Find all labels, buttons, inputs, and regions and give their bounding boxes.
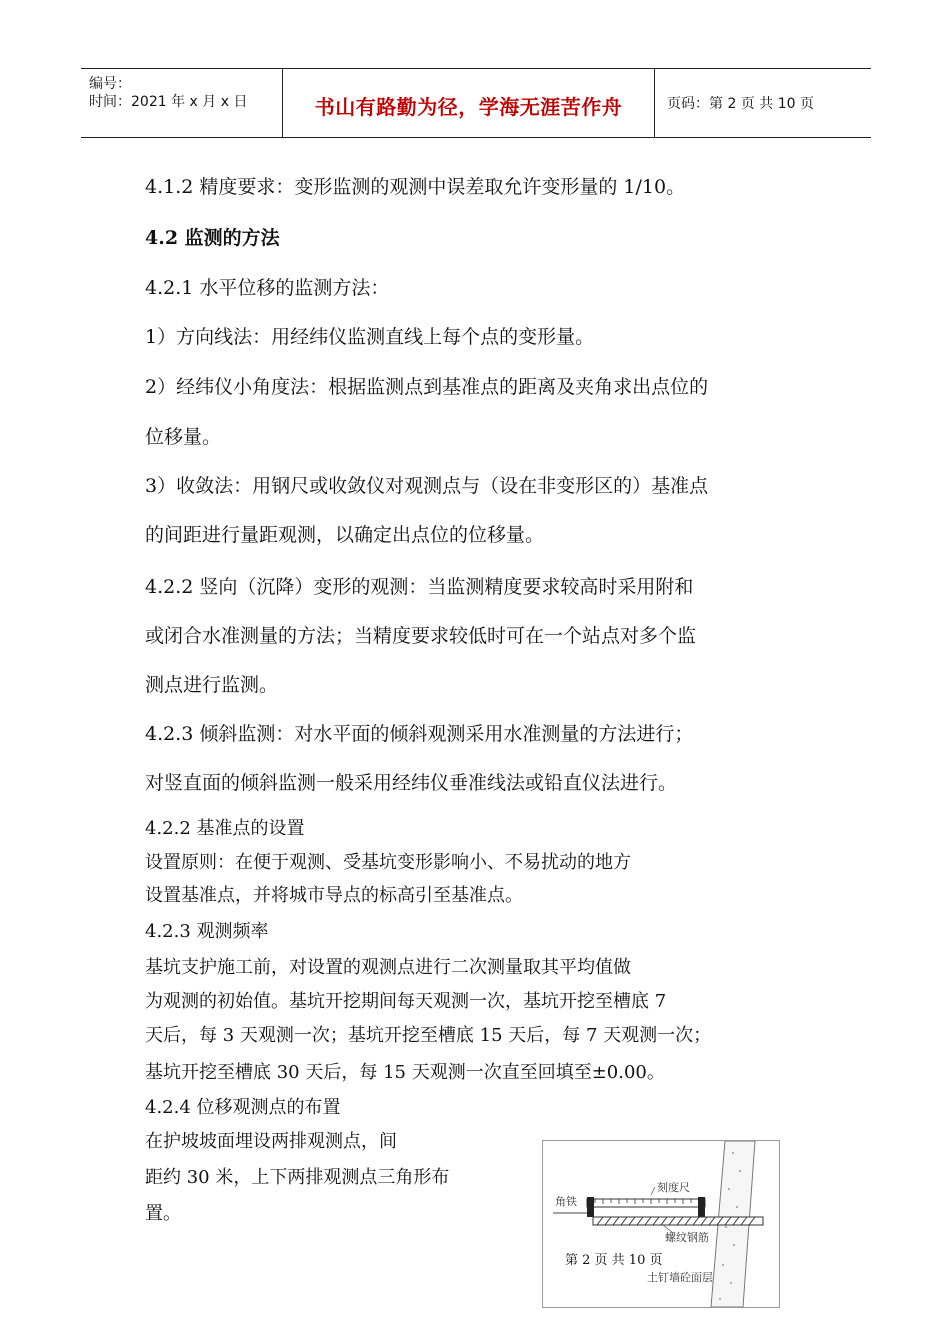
paragraph-line: 设置原则：在便于观测、受基坑变形影响小、不易扰动的地方 [145,852,631,873]
paragraph-line: 对竖直面的倾斜监测一般采用经纬仪垂准线法或铅直仪法进行。 [145,772,678,794]
paragraph-line: 4.2.3 倾斜监测：对水平面的倾斜观测采用水准测量的方法进行； [145,723,694,745]
paragraph-line: 基坑支护施工前，对设置的观测点进行二次测量取其平均值做 [145,957,631,978]
paragraph-line: 4.2.4 位移观测点的布置 [145,1097,341,1118]
paragraph-line: 测点进行监测。 [145,674,279,696]
page-number: 页码：第 2 页 共 10 页 [667,96,814,112]
paragraph-line: 置。 [145,1203,181,1224]
page-header [81,68,871,138]
paragraph-line: 基坑开挖至槽底 30 天后，每 15 天观测一次直至回填至±0.00。 [145,1062,665,1083]
paragraph-line: 位移量。 [145,426,222,448]
paragraph-line: 天后，每 3 天观测一次；基坑开挖至槽底 15 天后，每 7 天观测一次； [145,1025,712,1046]
rebar-label: 螺纹钢筋 [665,1231,709,1244]
paragraph-line: 4.2.2 竖向（沉降）变形的观测：当监测精度要求较高时采用附和 [145,576,694,598]
paragraph-line: 在护坡坡面埋设两排观测点，间 [145,1131,397,1152]
paragraph-line: 的间距进行量距观测，以确定出点位的位移量。 [145,524,545,546]
paragraph-line: 2）经纬仪小角度法：根据监测点到基准点的距离及夹角求出点位的 [145,376,709,398]
paragraph-line: 3）收敛法：用钢尺或收敛仪对观测点与（设在非变形区的）基准点 [145,475,709,497]
angle-iron-label: 角铁 [555,1195,577,1208]
header-page-cell [655,69,871,137]
paragraph-line: 4.2.2 基准点的设置 [145,818,305,839]
section-heading: 4.2 监测的方法 [145,227,280,249]
wall-label: 土钉墙砼面层 [647,1271,713,1284]
page-footer: 第 2 页 共 10 页 [565,1253,663,1268]
angle-iron-left [587,1197,594,1217]
paragraph-line: 或闭合水准测量的方法；当精度要求较低时可在一个站点对多个监 [145,625,697,647]
paragraph-line: 距约 30 米，上下两排观测点三角形布 [145,1167,450,1188]
ruler-label: 刻度尺 [657,1181,690,1194]
angle-iron-right [698,1197,705,1217]
paragraph-line: 4.2.3 观测频率 [145,921,269,942]
code-label: 编号： [89,76,131,92]
monitoring-point-figure [542,1140,780,1308]
header-meta [81,69,283,137]
paragraph-line: 4.1.2 精度要求：变形监测的观测中误差取允许变形量的 1/10。 [145,176,686,198]
paragraph-line: 为观测的初始值。基坑开挖期间每天观测一次，基坑开挖至槽底 7 [145,991,667,1012]
motto: 书山有路勤为径，学海无涯苦作舟 [314,95,623,119]
header-motto-cell [283,69,655,137]
paragraph-line: 1）方向线法：用经纬仪监测直线上每个点的变形量。 [145,326,595,348]
paragraph-line: 4.2.1 水平位移的监测方法： [145,277,390,299]
paragraph-line: 设置基准点，并将城市导点的标高引至基准点。 [145,885,523,906]
time-label: 时间：2021 年 x 月 x 日 [89,94,248,110]
ruler-shape [587,1199,705,1207]
